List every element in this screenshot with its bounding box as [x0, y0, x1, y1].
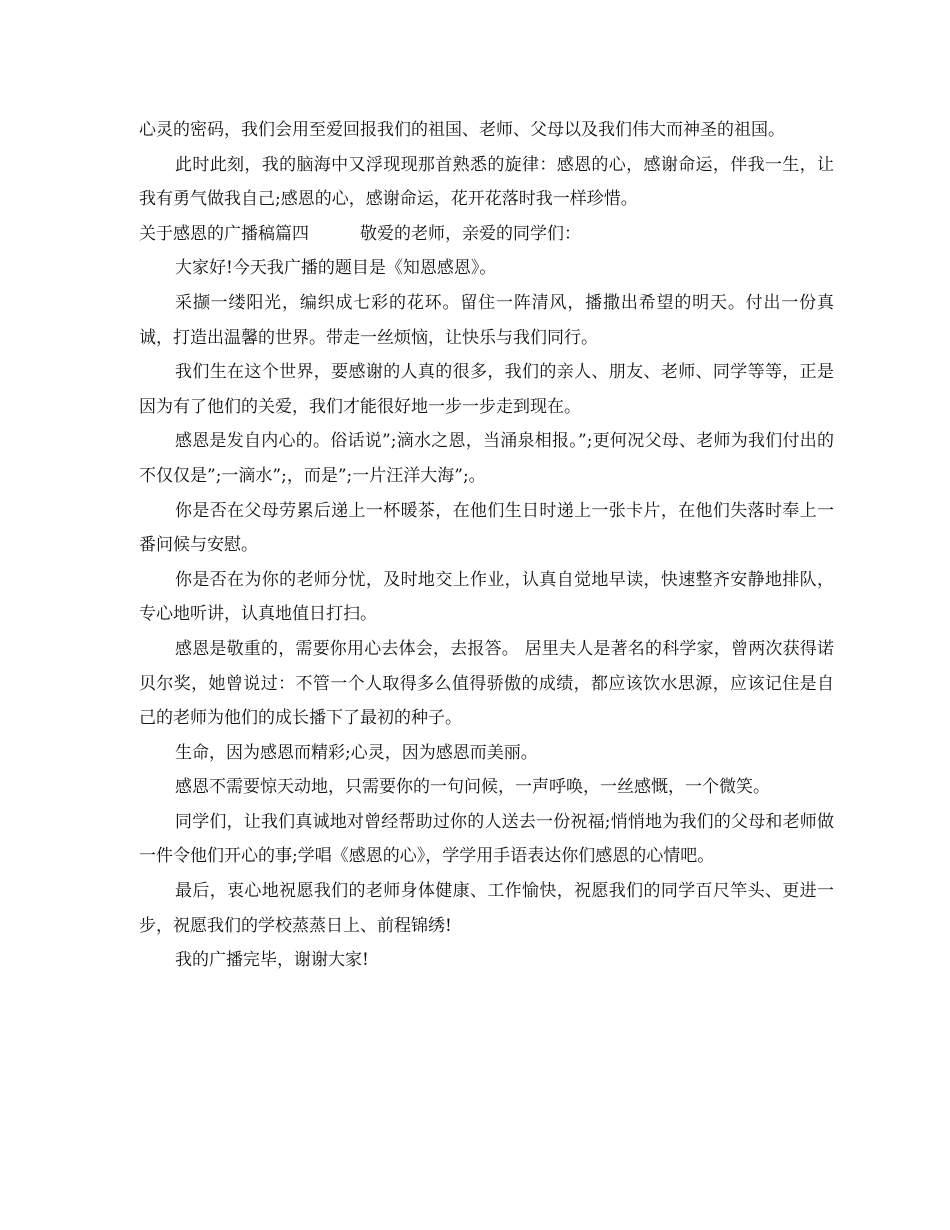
paragraph: 我们生在这个世界，要感谢的人真的很多，我们的亲人、朋友、老师、同学等等，正是因为有了他们的关爱，我们才能很好地一步一步走到现在。 [139, 362, 834, 417]
paragraph: 感恩是发自内心的。俗话说”;滴水之恩，当涌泉相报。”;更何况父母、老师为我们付出的不仅仅是”;一滴水”;，而是”;一片汪洋大海”;。 [139, 431, 834, 486]
document-body [139, 113, 834, 978]
paragraph: 此时此刻，我的脑海中又浮现现那首熟悉的旋律：感恩的心，感谢命运，伴我一生，让我有勇气做我自己;感恩的心，感谢命运，花开花落时我一样珍惜。 [139, 154, 834, 210]
paragraph: 最后，衷心地祝愿我们的老师身体健康、工作愉快，祝愿我们的同学百尺竿头、更进一步，祝愿我们的学校蒸蒸日上、前程锦绣! [139, 881, 834, 936]
paragraph: 大家好!今天我广播的题目是《知恩感恩》。 [175, 258, 497, 279]
paragraph: 采撷一缕阳光，编织成七彩的花环。留住一阵清风，播撒出希望的明天。付出一份真诚，打造出温馨的世界。带走一丝烦恼，让快乐与我们同行。 [139, 292, 834, 348]
paragraph: 感恩不需要惊天动地，只需要你的一句问候，一声呼唤，一丝感慨，一个微笑。 [175, 777, 770, 798]
section-heading-line: 关于感恩的广播稿篇四 敬爱的老师，亲爱的同学们： [139, 223, 581, 244]
paragraph: 你是否在为你的老师分忧，及时地交上作业，认真自觉地早读，快速整齐安静地排队，专心地听讲，认真地值日打扫。 [139, 569, 834, 625]
paragraph-continuation: 心灵的密码，我们会用至爱回报我们的祖国、老师、父母以及我们伟大而神圣的祖国。 [139, 120, 785, 140]
paragraph-closing: 我的广播完毕，谢谢大家! [175, 950, 369, 971]
paragraph: 感恩是敬重的，需要你用心去体会，去报答。 居里夫人是著名的科学家，曾两次获得诺贝尔奖，她曾说过：不管一个人取得多么值得骄傲的成绩，都应该饮水思源，应该记住是自己的老师为他们的成长播下了最初的种子。 [139, 638, 834, 729]
paragraph: 生命，因为感恩而精彩;心灵，因为感恩而美丽。 [175, 742, 538, 763]
paragraph: 你是否在父母劳累后递上一杯暖茶，在他们生日时递上一张卡片，在他们失落时奉上一番问候与安慰。 [139, 500, 834, 556]
paragraph: 同学们，让我们真诚地对曾经帮助过你的人送去一份祝福;悄悄地为我们的父母和老师做一件令他们开心的事;学唱《感恩的心》，学学用手语表达你们感恩的心情吧。 [139, 811, 834, 867]
